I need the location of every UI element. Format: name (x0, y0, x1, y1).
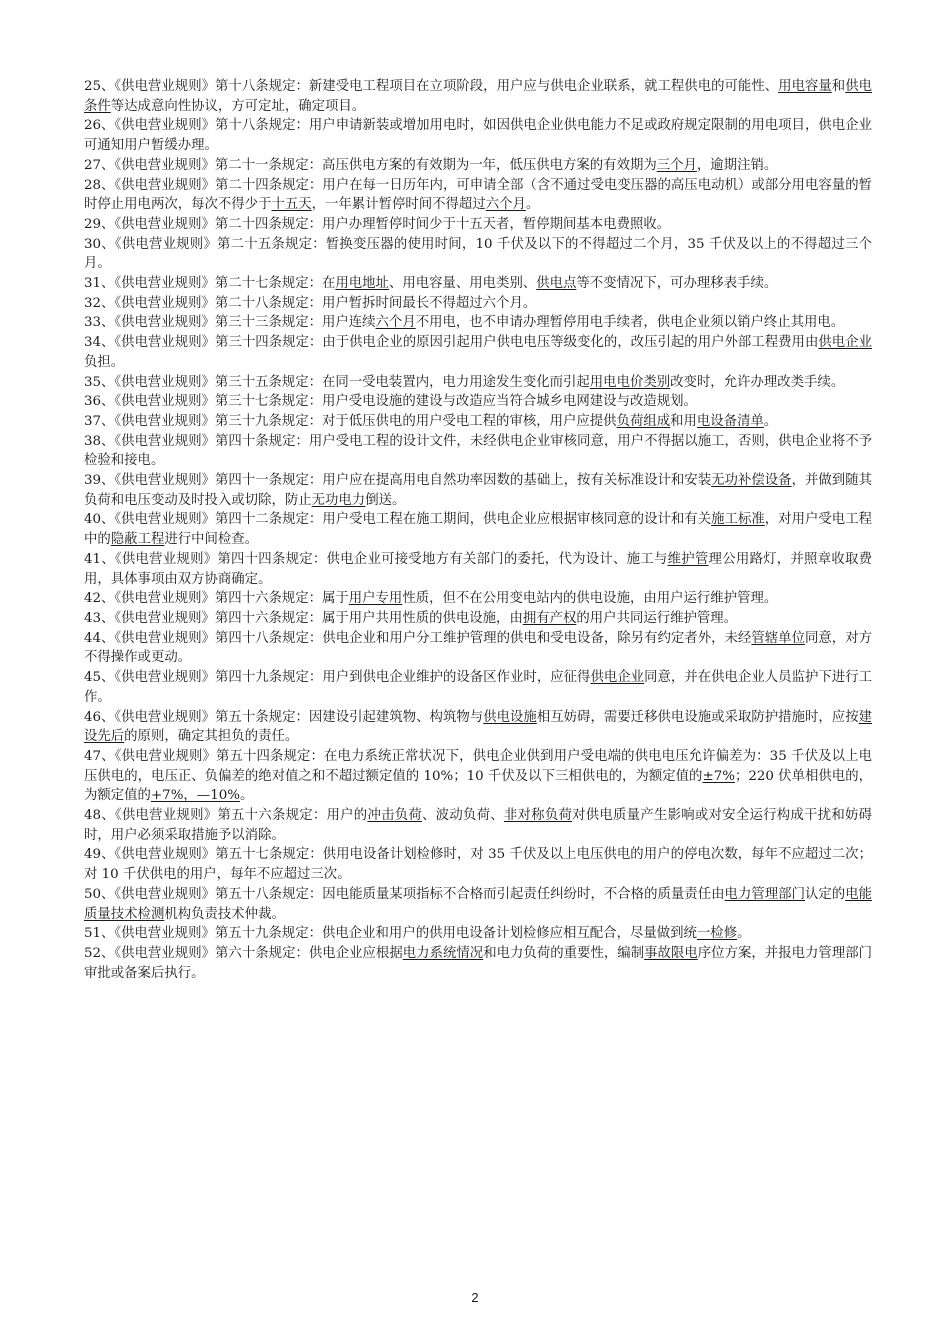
underlined-term: 电力管理部门 (724, 886, 805, 902)
underlined-term: 电力系统情况 (402, 945, 484, 961)
underlined-term: 负荷组成 (616, 413, 671, 429)
rule-text: ，一年累计暂停时间不得超过 (311, 197, 486, 213)
rule-item (84, 668, 872, 707)
rule-text: 序位方案，并报电力管理部门审批或备案后执行。 (84, 945, 873, 981)
rule-text: 认定的 (804, 886, 846, 902)
underlined-term: 电能质量技术检测 (84, 886, 873, 922)
rule-text: 35、《供电营业规则》第三十五条规定：在同一受电装置内，电力用途发生变化而引起 (84, 374, 590, 390)
underlined-term: 拥有产权 (522, 610, 577, 626)
underlined-term: 三个月 (656, 157, 697, 173)
rule-text: 性质，但不在公用变电站内的供电设施，由用户运行维护管理。 (402, 591, 778, 607)
underlined-term: 无功补偿设备 (711, 473, 792, 489)
rule-item (84, 944, 872, 983)
rule-text: 理公用路灯，并照章收取费用，具体事项由双方协商确定。 (84, 551, 873, 587)
rule-text: 44、《供电营业规则》第四十八条规定：供电企业和用户分工维护管理的供电和受电设备，除另有约定者外，未经 (84, 630, 752, 646)
rule-text: 和电力负荷的重要性，编制 (483, 945, 645, 961)
rule-text: 相互妨碍，需要迁移供电设施或采取防护措施时，应按 (536, 709, 859, 725)
underlined-term: 六个月 (375, 315, 416, 331)
rule-item (84, 885, 872, 924)
rule-text: 42、《供电营业规则》第四十六条规定：属于 (84, 591, 349, 607)
document-body (84, 77, 872, 983)
underlined-term: 维护管 (667, 551, 709, 567)
rule-item (84, 510, 872, 549)
rule-text: 对供电质量产生影响或对安全运行构成干扰和妨碍时，用户必须采取措施予以消除。 (84, 808, 873, 843)
rule-item (84, 116, 872, 155)
underlined-term: 六个月 (485, 197, 526, 213)
rule-item (84, 471, 872, 510)
rule-text: 30、《供电营业规则》第二十五条规定：暂换变压器的使用时间，10 千伏及以下的不得超过二个月，35 千伏及以上的不得超过三个月。 (84, 236, 872, 272)
rule-item (84, 924, 872, 944)
page-number: 2 (471, 1290, 479, 1305)
rule-text: 、用电容量、用电类别、 (388, 276, 537, 292)
rule-text: 31、《供电营业规则》第二十七条规定：在 (84, 276, 336, 292)
rule-text: 27、《供电营业规则》第二十一条规定：高压供电方案的有效期为一年，低压供电方案的有效期为 (84, 157, 657, 173)
rule-text: 39、《供电营业规则》第四十一条规定：用户应在提高用电自然功率因数的基础上，按有关标准设计和安装 (84, 473, 712, 489)
rule-text: 等达成意向性协议，方可定址，确定项目。 (110, 98, 366, 114)
rule-item (84, 747, 872, 806)
rule-text: ，并做到随其负荷和电压变动及时投入或切除，防止 (84, 473, 873, 508)
underlined-term: 用电容量 (778, 79, 832, 94)
rule-item (84, 845, 872, 884)
rule-text: 。 (763, 413, 778, 429)
rule-text: 进行中间检查。 (164, 532, 259, 548)
underlined-term: 供电设施 (483, 709, 537, 725)
rule-item (84, 432, 872, 471)
rule-text: 负担。 (84, 354, 125, 370)
rule-text: 倒送。 (365, 492, 406, 508)
rule-item (84, 77, 872, 116)
rule-item (84, 708, 872, 747)
rule-text: 、波动负荷、 (422, 808, 504, 824)
rule-item (84, 294, 872, 314)
rule-text: 的原则，确定其担负的责任。 (124, 729, 299, 745)
underlined-term: 冲击负荷 (367, 808, 423, 824)
rule-text: 。 (239, 788, 254, 804)
underlined-term: 用电地址 (335, 276, 389, 292)
rule-item (84, 176, 872, 215)
underlined-term: 事故限电 (644, 945, 698, 961)
rule-item (84, 806, 872, 845)
rule-text: 25、《供电营业规则》第十八条规定：新建受电工程项目在立项阶段，用户应与供电企业联系，就工程供电的可能性、 (84, 79, 779, 94)
rule-text: 52、《供电营业规则》第六十条规定：供电企业应根据 (84, 945, 403, 961)
underlined-term: 隐蔽工程 (110, 532, 165, 548)
rule-text: 同意，对方不得操作或更动。 (84, 630, 873, 666)
rule-text: 51、《供电营业规则》第五十九条规定：供电企业和用户的供用电设备计划检修应相互配合，尽量做到统 (84, 926, 697, 942)
underlined-term: 供电企业 (590, 670, 645, 686)
rule-text: 48、《供电营业规则》第五十六条规定：用户的 (84, 808, 368, 824)
rule-text: 36、《供电营业规则》第三十七条规定：用户受电设施的建设与改造应当符合城乡电网建设与改造规划。 (84, 394, 697, 410)
underlined-term: 无功电力 (311, 492, 366, 508)
rule-text: 28、《供电营业规则》第二十四条规定：用户在每一日历年内，可申请全部（含不通过受电变压器的高压电动机）或部分用电容量的暂时停止用电两次，每次不得少于 (84, 177, 872, 213)
rule-text: 45、《供电营业规则》第四十九条规定：用户到供电企业维护的设备区作业时，应征得 (84, 670, 591, 686)
rule-item (84, 215, 872, 235)
rule-item (84, 235, 872, 274)
rule-text: 37、《供电营业规则》第三十九条规定：对于低压供电的用户受电工程的审核，用户应提供 (84, 413, 617, 429)
rule-item (84, 156, 872, 176)
rule-text: 同意，并在供电企业人员监护下进行工作。 (84, 670, 873, 705)
underlined-term: 供电条件 (84, 79, 873, 114)
rule-text: 38、《供电营业规则》第四十条规定：用户受电工程的设计文件，未经供电企业审核同意，用户不得据以施工，否则，供电企业将不予检验和接电。 (84, 433, 872, 469)
rule-item (84, 629, 872, 668)
rule-text: 等不变情况下，可办理移表手续。 (576, 276, 778, 292)
underlined-term: 管辖单位 (751, 630, 805, 646)
underlined-term: 用户专用 (348, 591, 403, 607)
underlined-term: 用电电价类别 (589, 374, 671, 390)
rule-text: 34、《供电营业规则》第三十四条规定：由于供电企业的原因引起用户供电电压等级变化的，改压引起的用户外部工程费用由 (84, 335, 819, 351)
rule-item (84, 589, 872, 609)
underlined-term: ±7% (702, 768, 735, 784)
underlined-term: 非对称负荷 (503, 808, 573, 824)
rule-text: 41、《供电营业规则》第四十四条规定：供电企业可接受地方有关部门的委托，代为设计、施工与 (84, 551, 668, 567)
rule-item (84, 313, 872, 333)
underlined-term: 电设备清单 (696, 413, 764, 429)
rule-item (84, 609, 872, 629)
underlined-term: 建设先后 (84, 709, 873, 745)
rule-text: 机构负责技术仲裁。 (164, 906, 285, 922)
rule-text: 40、《供电营业规则》第四十二条规定：用户受电工程在施工期间，供电企业应根据审核同意的设计和有关 (84, 512, 712, 528)
underlined-term: 供电点 (536, 276, 577, 292)
rule-text: 。 (525, 197, 540, 213)
underlined-term: 施工标准 (711, 512, 765, 528)
rule-item (84, 550, 872, 589)
rule-text: 49、《供电营业规则》第五十七条规定：供用电设备计划检修时，对 35 千伏及以上电压供电的用户的停电次数，每年不应超过二次；对 10 千伏供电的用户，每年不应超过三次。 (84, 847, 872, 883)
rule-item (84, 373, 872, 393)
underlined-term: 一检修 (696, 926, 738, 942)
underlined-term: +7%，—10% (150, 788, 240, 804)
rule-text: 29、《供电营业规则》第二十四条规定：用户办理暂停时间少于十五天者，暂停期间基本电费照收。 (84, 216, 671, 232)
rule-text: 50、《供电营业规则》第五十八条规定：因电能质量某项指标不合格而引起责任纠纷时，不合格的质量责任由 (84, 886, 725, 902)
rule-text: 不用电，也不申请办理暂停用电手续者，供电企业须以销户终止其用电。 (415, 315, 845, 331)
rule-item (84, 392, 872, 412)
rule-text: 32、《供电营业规则》第二十八条规定：用户暂拆时间最长不得超过六个月。 (84, 295, 537, 311)
rule-item (84, 274, 872, 294)
rule-text: 的用户共同运行维护管理。 (576, 610, 738, 626)
rule-item (84, 333, 872, 372)
rule-item (84, 412, 872, 432)
underlined-term: 供电企业 (818, 335, 873, 351)
rule-text: 改变时，允许办理改类手续。 (670, 374, 845, 390)
rule-text: 26、《供电营业规则》第十八条规定：用户申请新装或增加用电时，如因供电企业供电能力不足或政府规定限制的用电项目，供电企业可通知用户暂缓办理。 (84, 118, 872, 154)
underlined-term: 十五天 (271, 197, 312, 213)
rule-text: 43、《供电营业规则》第四十六条规定：属于用户共用性质的供电设施，由 (84, 610, 523, 626)
rule-text: 。 (737, 926, 751, 942)
rule-text: 47、《供电营业规则》第五十四条规定：在电力系统正常状况下，供电企业供到用户受电端的供电电压允许偏差为：35 千伏及以上电压供电的，电压正、负偏差的绝对值之和不超过额定值的 10%；10 千伏及以下三相供电的，为额定值的 (84, 748, 872, 784)
rule-text: ，对用户受电工程中的 (84, 512, 873, 548)
rule-text: ，逾期注销。 (696, 157, 778, 173)
rule-text: 和用 (670, 413, 697, 429)
rule-text: ；220 伏单相供电的，为额定值的 (84, 768, 872, 804)
rule-text: 和 (831, 79, 846, 94)
rule-text: 46、《供电营业规则》第五十条规定：因建设引起建筑物、构筑物与 (84, 709, 484, 725)
rule-text: 33、《供电营业规则》第三十三条规定：用户连续 (84, 315, 376, 331)
